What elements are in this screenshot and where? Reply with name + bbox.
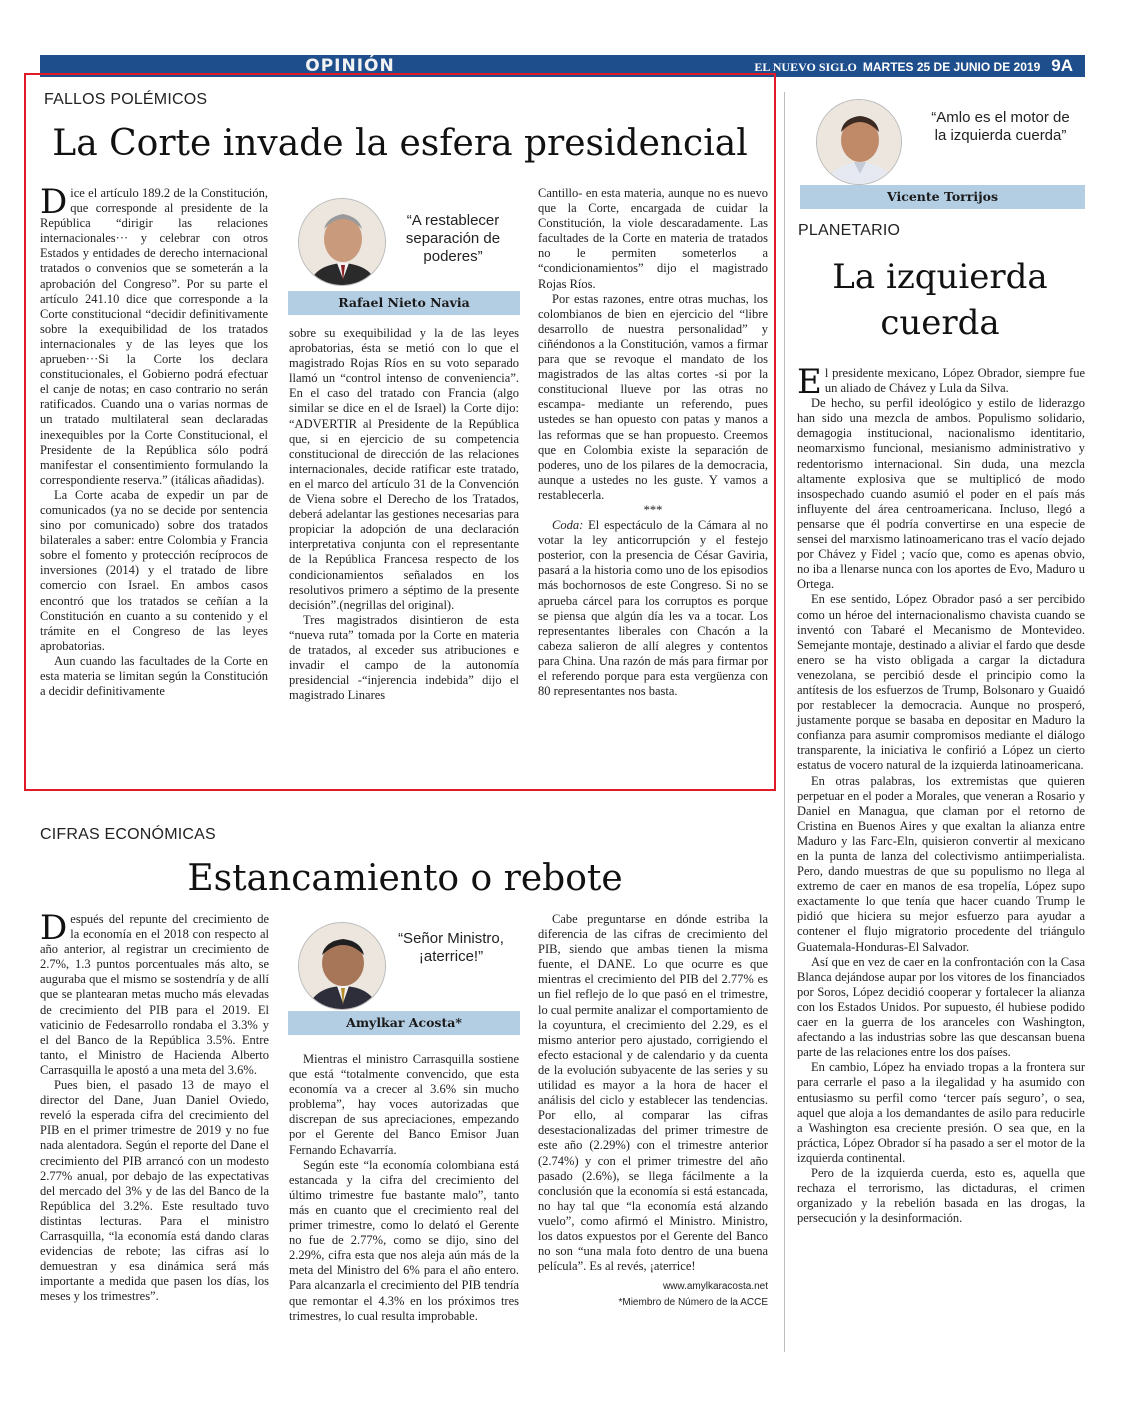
article2-pull-quote: “Señor Ministro, ¡aterrice!” — [398, 930, 504, 965]
author-photo — [298, 922, 386, 1010]
article2-paragraph: Según este “la economía colombiana está estancada y la cifra del crecimiento del último trimestre fue bastante malo”, tanto más en cuanto que el crecimiento real del primer trimestre, como lo delató el Gerente no fue de 2.77%, como se dijo, sino del 2.29%, cifra esta que nos aleja aún más de la meta del Ministro del 6% para el año entero. Para alcanzarla el crecimiento del PIB tendría que remontar el 4.3% en los próximos tres trimestres, lo cual resulta improbable. — [289, 1157, 519, 1323]
article3-paragraph: Pero de la izquierda cuerda, esto es, aquella que rechaza el terrorismo, las dictaduras, el crimen organizado y la rebelión basada en las drogas, la persecución y la desinformación. — [797, 1165, 1085, 1226]
column-divider — [784, 92, 785, 1352]
article3-headline-line: cuerda — [880, 303, 1000, 343]
article3-paragraph: De hecho, su perfil ideológico y estilo de liderazgo han sido una mezcla de ambos. Populismo solidario, demagogia institucional, nacionalismo identitario, neomarxismo funcional, mesianismo administrativo y redentorismo internacional. Sin duda, una mezcla altamente explosiva que se multiplicó de modo insospechado cuando asumió el poder en el país más influyente del área centroamericana. Incluso, llegó a pensarse que él podría convertirse en una especie de sensei del marxismo latinoamericano tras el vacío dejado por Chávez y Fidel ; vacío que, como es apenas obvio, no iba a llenarse nunca con los aportes de Evo, Maduro u Ortega. — [797, 396, 1085, 592]
article3-paragraph: Así que en vez de caer en la confrontación con la Casa Blanca dejándose aupar por los vitores de los financiados por Soros, López decidió cooperar y fortalecer la alianza con los Estados Unidos. Por supuesto, él hubiese podido caer en la guerra de los aranceles con Washington, afectando a las industrias sobre las que descansan buena parte de las relaciones entre los dos países. — [797, 954, 1085, 1060]
article3-headline — [795, 254, 1085, 346]
article3-paragraph: En ese sentido, López Obrador pasó a ser percibido como un héroe del internacionalismo chavista cuando se inventó con Tabaré el Mecanismo de Montevideo. Semejante montaje, destinado a aliviar el fardo que desde enero se ha visto obligada a cargar la dictadura venezolana, se percibió desde el principio como la antítesis de los esfuerzos de Trump, Bolsonaro y Guaidó por restablecer la democracia. Aunque no prosperó, justamente porque se basaba en depositar en Maduro la confianza para asumir compromisos mediante el diálogo transparente, la iniciativa le confirió a López un cierto estatus de vocero natural de la izquierda latinoamericana. — [797, 592, 1085, 773]
coda-text: El espectáculo de la Cámara al no votar la ley anticorrupción y el festejo posterior, con la presencia de César Gaviria, pasará a la historia como uno de los episodios más bochornosos de este Congreso. Si no se aprueba cárcel para los corruptos es porque se piensa que algún día les va a tocar. Los representantes liberales con Chacón a la cabeza salieron de allí alegres y contentos para China. Una razón de más para firmar por el referendo porque para esta vergüenza con 80 representantes nos basta. — [538, 518, 768, 699]
article3-dropcap: E — [797, 362, 822, 402]
issue-date: MARTES 25 DE JUNIO DE 2019 — [862, 60, 1041, 74]
article1-column-1 — [40, 182, 268, 699]
author-website: www.amylkaracosta.net — [662, 1281, 768, 1293]
article2-kicker: CIFRAS ECONÓMICAS — [40, 826, 216, 843]
article1-separator: *** — [643, 502, 663, 517]
article1-paragraph: Tres magistrados disintieron de esta “nueva ruta” tomada por la Corte en materia de tratados, al exceder sus atribuciones e invadir el campo de la autonomía presidencial -“injerencia indebida” dijo el magistrado Linares — [289, 612, 519, 703]
article3-paragraph: l presidente mexicano, López Obrador, siempre fue un aliado de Chávez y Lula da Silva. — [824, 366, 1085, 396]
article1-coda — [538, 518, 768, 699]
page-number: 9A — [1051, 56, 1073, 75]
article2-author: Amylkar Acosta* — [288, 1011, 520, 1035]
article2-paragraph: Mientras el ministro Carrasquilla sostiene que está “totalmente convencido, que esta economía va a crecer al 3.6% sin mucho problema”, hay voces autorizadas que discrepan de sus apreciaciones, empezando por el Gerente del Banco Emisor Juan Fernando Echavarría. — [289, 1052, 519, 1157]
newspaper-name: EL NUEVO SIGLO — [754, 60, 857, 74]
article3-headline-line: La izquierda — [832, 257, 1048, 297]
section-title: OPINIÓN — [305, 56, 395, 76]
article2-dropcap: D — [40, 908, 68, 948]
article1-column-3 — [538, 186, 768, 699]
article3-pull-quote: “Amlo es el motor de la izquierda cuerda” — [931, 109, 1070, 144]
article2-column-3 — [538, 912, 768, 1309]
article3-pull-quote-box — [800, 95, 1085, 211]
article2-column-1 — [40, 908, 269, 1304]
article1-kicker: FALLOS POLÉMICOS — [44, 91, 208, 108]
article3-paragraph: En otras palabras, los extremistas que quieren perpetuar en el poder a Morales, que veneran a Rosario y Daniel en Managua, que claman por el retorno de Cristina en Buenos Aires y que exaltan la alianza entre Maduro y las Farc-Eln, quisieron convertir al mexicano en la punta de lanza del colectivismo antiimperialista. Pero, dando muestras de que su populismo no llega al extremo de caer en manos de esa tropelía, López supo exactamente lo que tenía que hacer cuando Trump le pidió que hiciera su mejor esfuerzo para ayudar a contener el flujo migratorio procedente del triángulo Guatemala-Honduras-El Salvador. — [797, 773, 1085, 954]
article1-paragraph: sobre su exequibilidad y la de las leyes aprobatorias, ésta se metió con lo que el magistrado Rojas Ríos en su voto separado llamó un “control intenso de conveniencia”. En el caso del tratado con Francia (algo similar se dice en el de Israel) la Corte dijo: “ADVERTIR al Presidente de la República que, si en ejercicio de su competencia constitucional de dirección de las relaciones internacionales, decide ratificar este tratado, en el marco del artículo 31 de la Convención de Viena sobre el Derecho de los Tratados, deberá adelantar las gestiones necesarias para propiciar la adopción de una declaración interpretativa conjunta con el representante de la República Francesa respecto de los condicionamientos señalados en los resolutivos primero a séptimo de la presente decisión”.(negrillas del original). — [289, 326, 519, 612]
article1-paragraph: La Corte acaba de expedir un par de comunicados (ya no se decide por sentencia sino por comunicado) sobre dos tratados bilaterales a saber: entre Colombia y Francia sobre el fomento y protección recíprocos de inversiones (2014) y el tratado de libre comercio con Israel. En ambos casos encontró que los tratados se ceñían a la Constitución en cuanto a su contenido y el trámite en el Congreso de las leyes aprobatorias. — [40, 487, 268, 653]
article1-pull-quote-box — [288, 190, 520, 314]
article3-kicker: PLANETARIO — [798, 222, 901, 239]
author-footnote: *Miembro de Número de la ACCE — [618, 1297, 768, 1309]
article1-paragraph: Cantillo- en esta materia, aunque no es nuevo que la Corte, encargada de cuidar la Constitución, la viole descaradamente. Las facultades de la Corte en materia de tratados no le permiten someterlos a “condicionamientos” dijo el magistrado Rojas Ríos. — [538, 186, 768, 291]
article1-headline: La Corte invade la esfera presidencial — [52, 123, 748, 164]
header-info — [754, 55, 1073, 77]
article2-paragraph: Pues bien, el pasado 13 de mayo el director del Dane, Juan Daniel Oviedo, reveló la esperada cifra del crecimiento del PIB en el primer trimestre de 2019 y no fue nada alentadora. Según el reporte del Dane el crecimiento del PIB arrancó con un modesto 2.77% anual, por debajo de las expectativas del mercado del 3% y de las del Banco de la República del 3.2%. Este resultado tuvo distintas lecturas. Para el ministro Carrasquilla, “la economía está dando claras evidencias de rebote; las cifras así lo demuestran y esa dinámica será más importante a medida que pasen los días, los meses y los trimestres”. — [40, 1078, 269, 1304]
article2-column-2 — [289, 1052, 519, 1324]
article2-paragraph: espués del repunte del crecimiento de la economía en el 2018 con respecto al año anterior, al registrar un crecimiento de 2.7%, 1.3 puntos porcentuales más alto, se auguraba que el mismo se sostendría y de allí que se plantearan metas mucho más elevadas de crecimiento del PIB para el 2019. El vaticinio de Fedesarrollo rondaba el 3.3% y el del Banco de la República 3.5%. Entre tanto, el Ministro de Hacienda Alberto Carrasquilla le apostó a una meta del 3.6%. — [40, 912, 269, 1077]
article2-pull-quote-box — [288, 914, 520, 1036]
article1-pull-quote: “A restablecer separación de poderes” — [405, 212, 501, 265]
author-photo — [816, 99, 902, 185]
article1-author: Rafael Nieto Navia — [288, 291, 520, 315]
article1-paragraph: Aun cuando las facultades de la Corte en esta materia se limitan según la Constitución a decidir definitivamente — [40, 653, 268, 699]
article3-column — [797, 362, 1085, 1226]
article1-paragraph: Por estas razones, entre otras muchas, los colombianos de bien en ejercicio del “libre desarrollo de nuestra personalidad” y ciñéndonos a la Constitución, vamos a firmar para que se revoque el mandato de los magistrados de las altas cortes -si por la constitucional lluevе por las otras no escampa- mediante un referendo, pues ustedes se han opuesto con patas y manos a las reformas que se han propuesto. Creemos que en Colombia existe la separación de poderes, uno de los pilares de la democracia, aunque a ustedes no les guste. Y vamos a restablecerla. — [538, 291, 768, 502]
author-photo — [298, 198, 386, 286]
article2-headline: Estancamiento o rebote — [187, 858, 623, 899]
article2-paragraph: Cabe preguntarse en dónde estriba la diferencia de las cifras de crecimiento del PIB, siendo que ambas tienen la misma fuente, el DANE. Lo que ocurre es que mientras el crecimiento del PIB del 2.77% es un fiel reflejo de lo que pasó en el trimestre, lo cual permite analizar el comportamiento de la coyuntura, el crecimiento del 2.29, es el mismo anterior pero ajustado, corrigiendo el efecto estacional y de calendario y da cuenta de la evolución subyacente de las series y su utilidad es mayor a la hora de hacer el análisis del ciclo y establecer las tendencias. Por ello, al comparar las cifras desestacionalizadas del primer trimestre de este año (2.29%) con el trimestre anterior (2.74%) y con el primer trimestre del año pasado (2.6%), se llega fácilmente a la conclusión que la economía si está estancada, no hay tal que “la economía está alzando vuelo”, como afirmó el Ministro. Ministro, los datos expuestos por el Gerente del Banco no son “una mala foto dentro de una buena película”. Es al revés, ¡aterrice! — [538, 912, 768, 1274]
article1-column-2 — [289, 326, 519, 703]
article1-paragraph: ice el artículo 189.2 de la Constitución, que corresponde al presidente de la República “dirigir las relaciones internacionales··· y celebrar con otros Estados y entidades de derecho internacional tratados o convenios que se someterán a la aprobación del Congreso”. Por su parte el artículo 241.10 dice que corresponde a la Corte constitucional “decidir definitivamente sobre la exequibilidad de los tratados internacionales y de las leyes que los aprueben···Si la Corte los declara constitucionales, el Gobierno podrá efectuar el canje de notas; en caso contrario no serán ratificados. Cuando una o varias normas de un tratado multilateral sean declaradas inexequibles por la Corte Constitucional, el Presidente de la República sólo podrá manifestar el consentimiento formulando la correspondiente reserva.” (itálicas añadidas). — [40, 186, 268, 487]
article3-paragraph: En cambio, López ha enviado tropas a la frontera sur para cerrarle el paso a la ilegalidad y ha asumido con entusiasmo su perfil como ‘tercer país seguro’, o sea, aquel que aloja a los demandantes de asilo para reducirle a Washington esa creciente presión. O sea que, en la práctica, López Obrador sí ha pasado a ser el motor de la izquierda continental. — [797, 1060, 1085, 1165]
article1-dropcap: D — [40, 182, 68, 222]
article3-author: Vicente Torrijos — [800, 185, 1085, 209]
coda-label: Coda: — [552, 518, 584, 533]
